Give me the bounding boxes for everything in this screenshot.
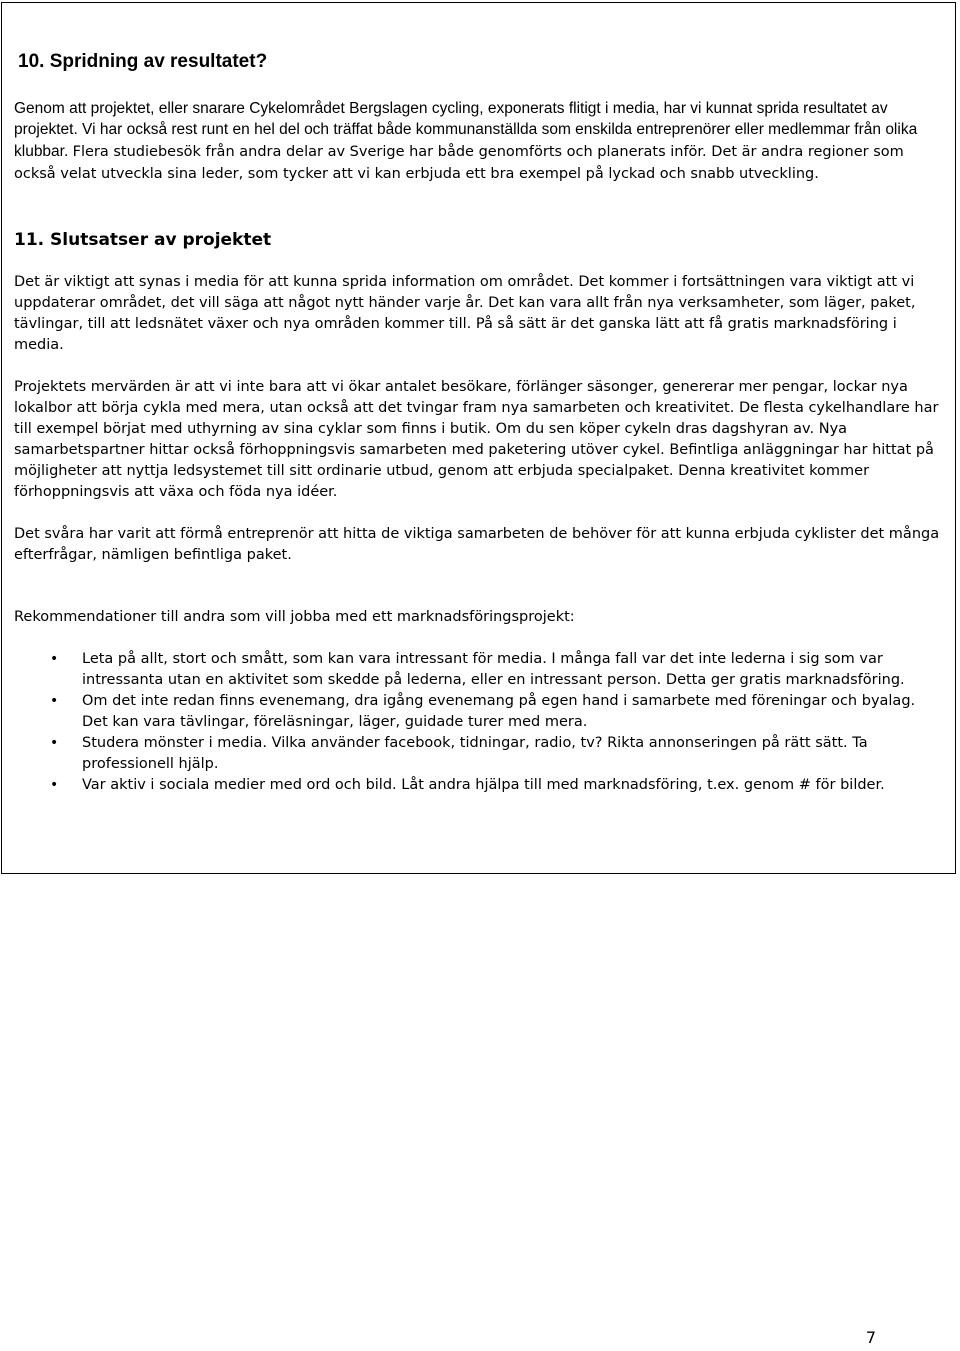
- recommendation-text: Om det inte redan finns evenemang, dra igång evenemang på egen hand i samarbete med föreningar och byalag. Det kan vara tävlingar, föreläsningar, läger, guidade turer med mera.: [82, 693, 916, 731]
- bullet-icon: •: [50, 693, 59, 710]
- section-11-paragraph-2: Projektets mervärden är att vi inte bara att vi ökar antalet besökare, förlänger säsonger, genererar mer pengar, lockar nya lokalbor att börja cykla med mera, utan också att det tvingar fram nya samarbeten och kreativitet. De flesta cykelhandlare har till exempel börjat med uthyrning av sina cyklar som finns i butik. Om du sen köper cykeln dras dagshyran av. Nya samarbetspartner hittar också förhoppningsvis samarbeten med paketering utöver cykel. Befintliga anläggningar har hittat på möjligheter att nyttja ledsystemet till sitt ordinarie utbud, genom att erbjuda specialpaket. Denna kreativitet kommer förhoppningsvis att växa och föda nya idéer.: [14, 379, 939, 501]
- recommendations-list: [14, 649, 942, 796]
- bullet-icon: •: [50, 777, 59, 794]
- recommendation-text: Leta på allt, stort och smått, som kan vara intressant för media. I många fall var det inte lederna i sig som var intressanta utan en aktivitet som skedde på lederna, eller en intressant person. Detta ger gratis marknadsföring.: [82, 651, 905, 689]
- list-item: [14, 649, 942, 691]
- recommendation-text: Studera mönster i media. Vilka använder facebook, tidningar, radio, tv? Rikta annonseringen på rätt sätt. Ta professionell hjälp.: [82, 735, 868, 773]
- list-item: [14, 691, 942, 733]
- bullet-icon: •: [50, 651, 59, 668]
- list-item: [14, 733, 942, 775]
- section-10-heading: 10. Spridning av resultatet?: [18, 51, 268, 72]
- section-10-text-a: Genom att projektet, eller snarare Cykelområdet Bergslagen cycling, exponerats flitigt i media, har vi kunnat sprida resultatet av projektet. Vi har också rest runt en hel del och träffat både kommunanställda som enskilda entreprenörer eller medlemmar från olika klubbar.: [14, 100, 918, 160]
- section-10-text-b: Flera studiebesök från andra delar av Sverige har både genomförts och planerats inför. Det är andra regioner som också velat utveckla sina leder, som tycker att vi kan erbjuda ett bra exempel på lyckad och snabb utveckling.: [14, 143, 904, 182]
- section-11-paragraph-3: Det svåra har varit att förmå entreprenör att hitta de viktiga samarbeten de behöver för att kunna erbjuda cyklister det många efterfrågar, nämligen befintliga paket.: [14, 526, 940, 564]
- section-10-paragraph: [14, 98, 924, 185]
- recommendations-intro: Rekommendationer till andra som vill jobba med ett marknadsföringsprojekt:: [14, 609, 575, 626]
- section-11-heading: 11. Slutsatser av projektet: [14, 230, 272, 251]
- document-content: [14, 50, 942, 796]
- list-item: [14, 775, 942, 796]
- page-number: 7: [865, 1328, 876, 1347]
- bullet-icon: •: [50, 735, 59, 752]
- recommendation-text: Var aktiv i sociala medier med ord och bild. Låt andra hjälpa till med marknadsföring, t.ex. genom # för bilder.: [82, 777, 885, 794]
- section-11-paragraph-1: Det är viktigt att synas i media för att kunna sprida information om området. Det kommer i fortsättningen vara viktigt att vi uppdaterar området, det vill säga att något nytt händer varje år. Det kan vara allt från nya verksamheter, som läger, paket, tävlingar, till att ledsnätet växer och nya områden kommer till. På så sätt är det ganska lätt att få gratis marknadsföring i media.: [14, 274, 916, 354]
